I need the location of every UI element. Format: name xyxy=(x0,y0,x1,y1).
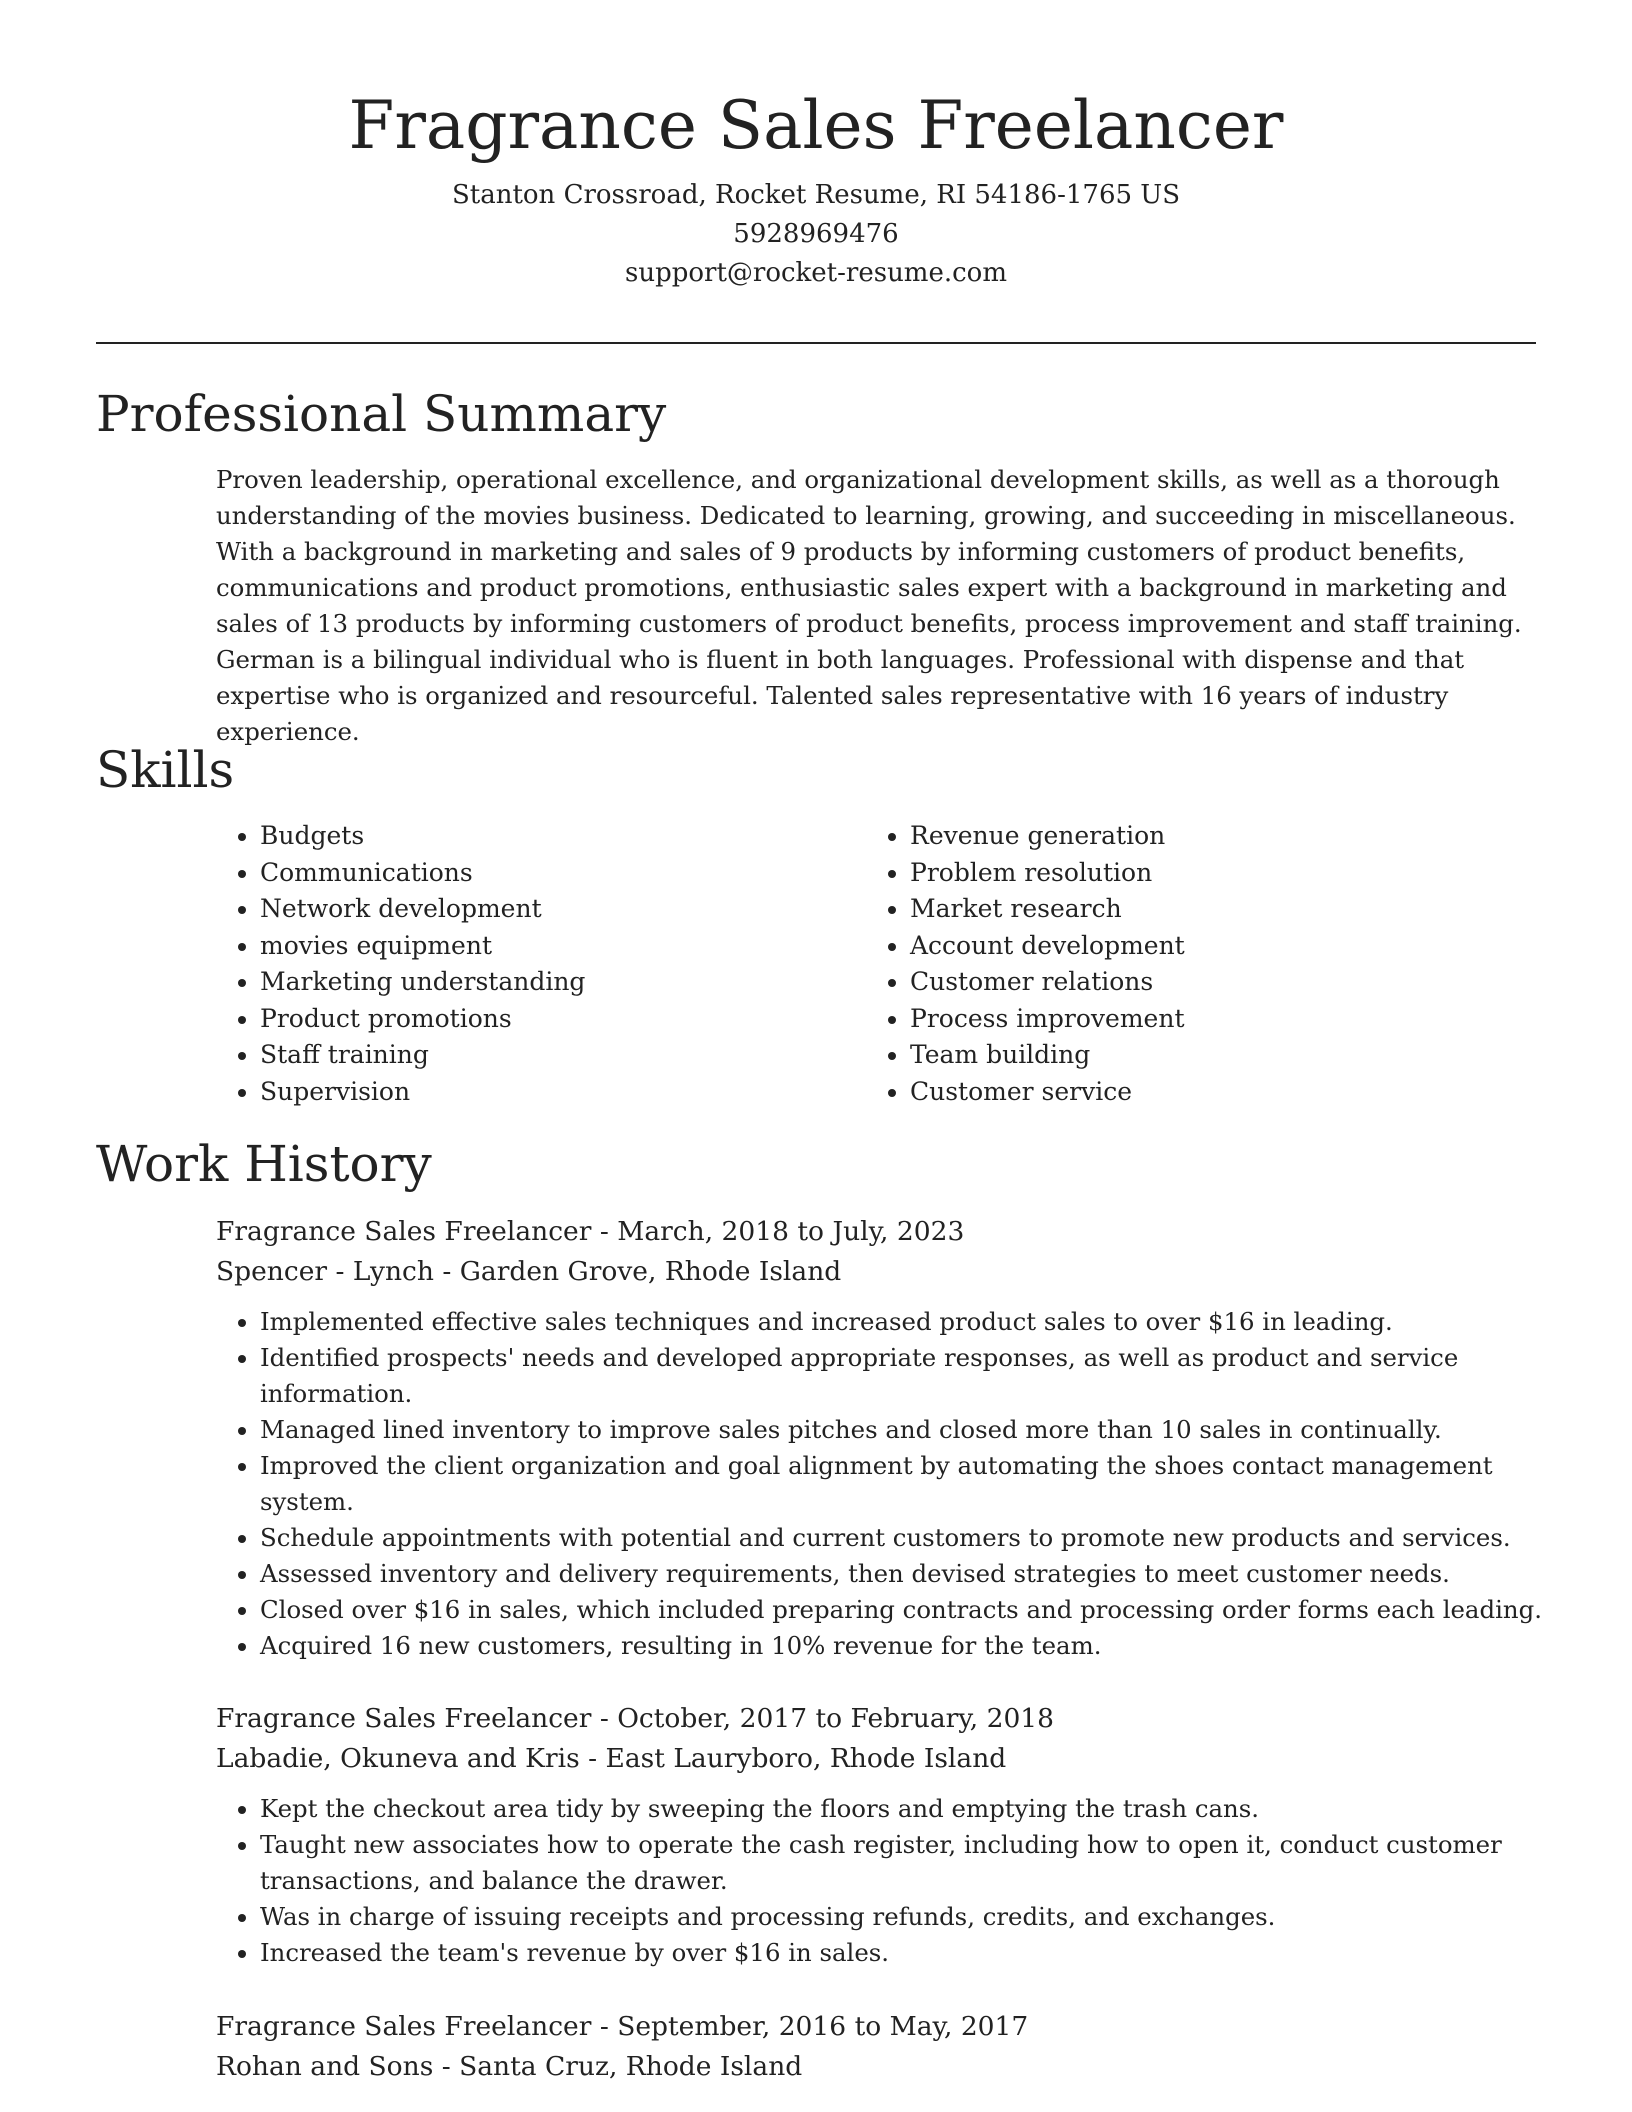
job-location: - East Lauryboro, Rhode Island xyxy=(579,1743,1007,1774)
job-bullet: • Identified prospects' needs and developed appropriate responses, as well as product and service information. xyxy=(260,1340,1550,1412)
job-title: Fragrance Sales Freelancer xyxy=(216,1703,592,1734)
job-location: - Garden Grove, Rhode Island xyxy=(433,1256,842,1287)
job-bullet: • Closed over $16 in sales, which included preparing contracts and processing order forms each leading. xyxy=(260,1592,1550,1628)
skill-item: • Problem resolution xyxy=(910,855,1516,892)
skill-item: • Revenue generation xyxy=(910,818,1516,855)
job-title-line xyxy=(216,1212,1536,1252)
skill-item: • Team building xyxy=(910,1037,1516,1074)
job-entry-2 xyxy=(216,1699,1536,1971)
job-bullets xyxy=(216,1791,1550,1971)
skill-item: • movies equipment xyxy=(260,928,866,965)
job-company: Spencer - Lynch xyxy=(216,1256,434,1287)
skills-list xyxy=(216,818,1536,1110)
skills-heading: Skills xyxy=(96,741,235,799)
skill-item: • Marketing understanding xyxy=(260,964,866,1001)
job-company-line xyxy=(216,1252,1536,1292)
job-bullets xyxy=(216,1304,1550,1664)
skill-item: • Budgets xyxy=(260,818,866,855)
job-bullet: • Assessed inventory and delivery requirements, then devised strategies to meet customer needs. xyxy=(260,1556,1550,1592)
job-company-line xyxy=(216,1739,1536,1779)
job-company: Rohan and Sons xyxy=(216,2051,434,2082)
job-company: Labadie, Okuneva and Kris xyxy=(216,1743,580,1774)
skills-column-left xyxy=(216,818,866,1110)
skill-item: • Product promotions xyxy=(260,1001,866,1038)
job-title: Fragrance Sales Freelancer xyxy=(216,1216,592,1247)
job-dates: - September, 2016 to May, 2017 xyxy=(591,2011,1029,2042)
job-location: - Santa Cruz, Rhode Island xyxy=(433,2051,803,2082)
job-title: Fragrance Sales Freelancer xyxy=(216,2011,592,2042)
header-divider xyxy=(96,342,1536,344)
job-dates: - March, 2018 to July, 2023 xyxy=(591,1216,965,1247)
contact-email: support@rocket-resume.com xyxy=(624,258,1007,288)
job-bullet: • Taught new associates how to operate the cash register, including how to open it, conduct customer transactions, and balance the drawer. xyxy=(260,1827,1550,1899)
skill-item: • Network development xyxy=(260,891,866,928)
job-entry-3 xyxy=(216,2007,1536,2087)
job-bullet: • Increased the team's revenue by over $16 in sales. xyxy=(260,1935,1550,1971)
skill-item: • Staff training xyxy=(260,1037,866,1074)
job-dates: - October, 2017 to February, 2018 xyxy=(591,1703,1055,1734)
skill-item: • Process improvement xyxy=(910,1001,1516,1038)
summary-heading: Professional Summary xyxy=(96,385,667,443)
skill-item: • Supervision xyxy=(260,1074,866,1111)
job-bullet: • Managed lined inventory to improve sales pitches and closed more than 10 sales in continually. xyxy=(260,1412,1550,1448)
job-bullet: • Schedule appointments with potential and current customers to promote new products and services. xyxy=(260,1520,1550,1556)
job-title-line xyxy=(216,1699,1536,1739)
job-bullet: • Kept the checkout area tidy by sweeping the floors and emptying the trash cans. xyxy=(260,1791,1550,1827)
candidate-name: Fragrance Sales Freelancer xyxy=(348,87,1284,164)
work-history-heading: Work History xyxy=(96,1135,432,1193)
skill-item: • Market research xyxy=(910,891,1516,928)
skill-item: • Customer relations xyxy=(910,964,1516,1001)
skill-item: • Communications xyxy=(260,855,866,892)
job-bullet: • Was in charge of issuing receipts and processing refunds, credits, and exchanges. xyxy=(260,1899,1550,1935)
contact-address: Stanton Crossroad, Rocket Resume, RI 54186-1765 US xyxy=(451,180,1181,210)
job-entry-1 xyxy=(216,1212,1542,1664)
skills-column-right xyxy=(866,818,1516,1110)
summary-text: Proven leadership, operational excellence, and organizational development skills, as well as a thorough understanding of the movies business. Dedicated to learning, growing, and succeeding in miscellaneous. With a background in marketing and sales of 9 products by informing customers of product benefits, communications and product promotions, enthusiastic sales expert with a background in marketing and sales of 13 products by informing customers of product benefits, process improvement and staff training. German is a bilingual individual who is fluent in both languages. Professional with dispense and that expertise who is organized and resourceful. Talented sales representative with 16 years of industry experience. xyxy=(216,465,1522,746)
skill-item: • Customer service xyxy=(910,1074,1516,1111)
contact-phone: 5928969476 xyxy=(733,219,899,249)
skill-item: • Account development xyxy=(910,928,1516,965)
job-company-line xyxy=(216,2047,1536,2087)
job-title-line xyxy=(216,2007,1536,2047)
resume-header xyxy=(0,78,1632,293)
job-bullet: • Improved the client organization and goal alignment by automating the shoes contact management system. xyxy=(260,1448,1550,1520)
job-bullet: • Acquired 16 new customers, resulting in 10% revenue for the team. xyxy=(260,1628,1550,1664)
job-bullet: • Implemented effective sales techniques and increased product sales to over $16 in leading. xyxy=(260,1304,1550,1340)
